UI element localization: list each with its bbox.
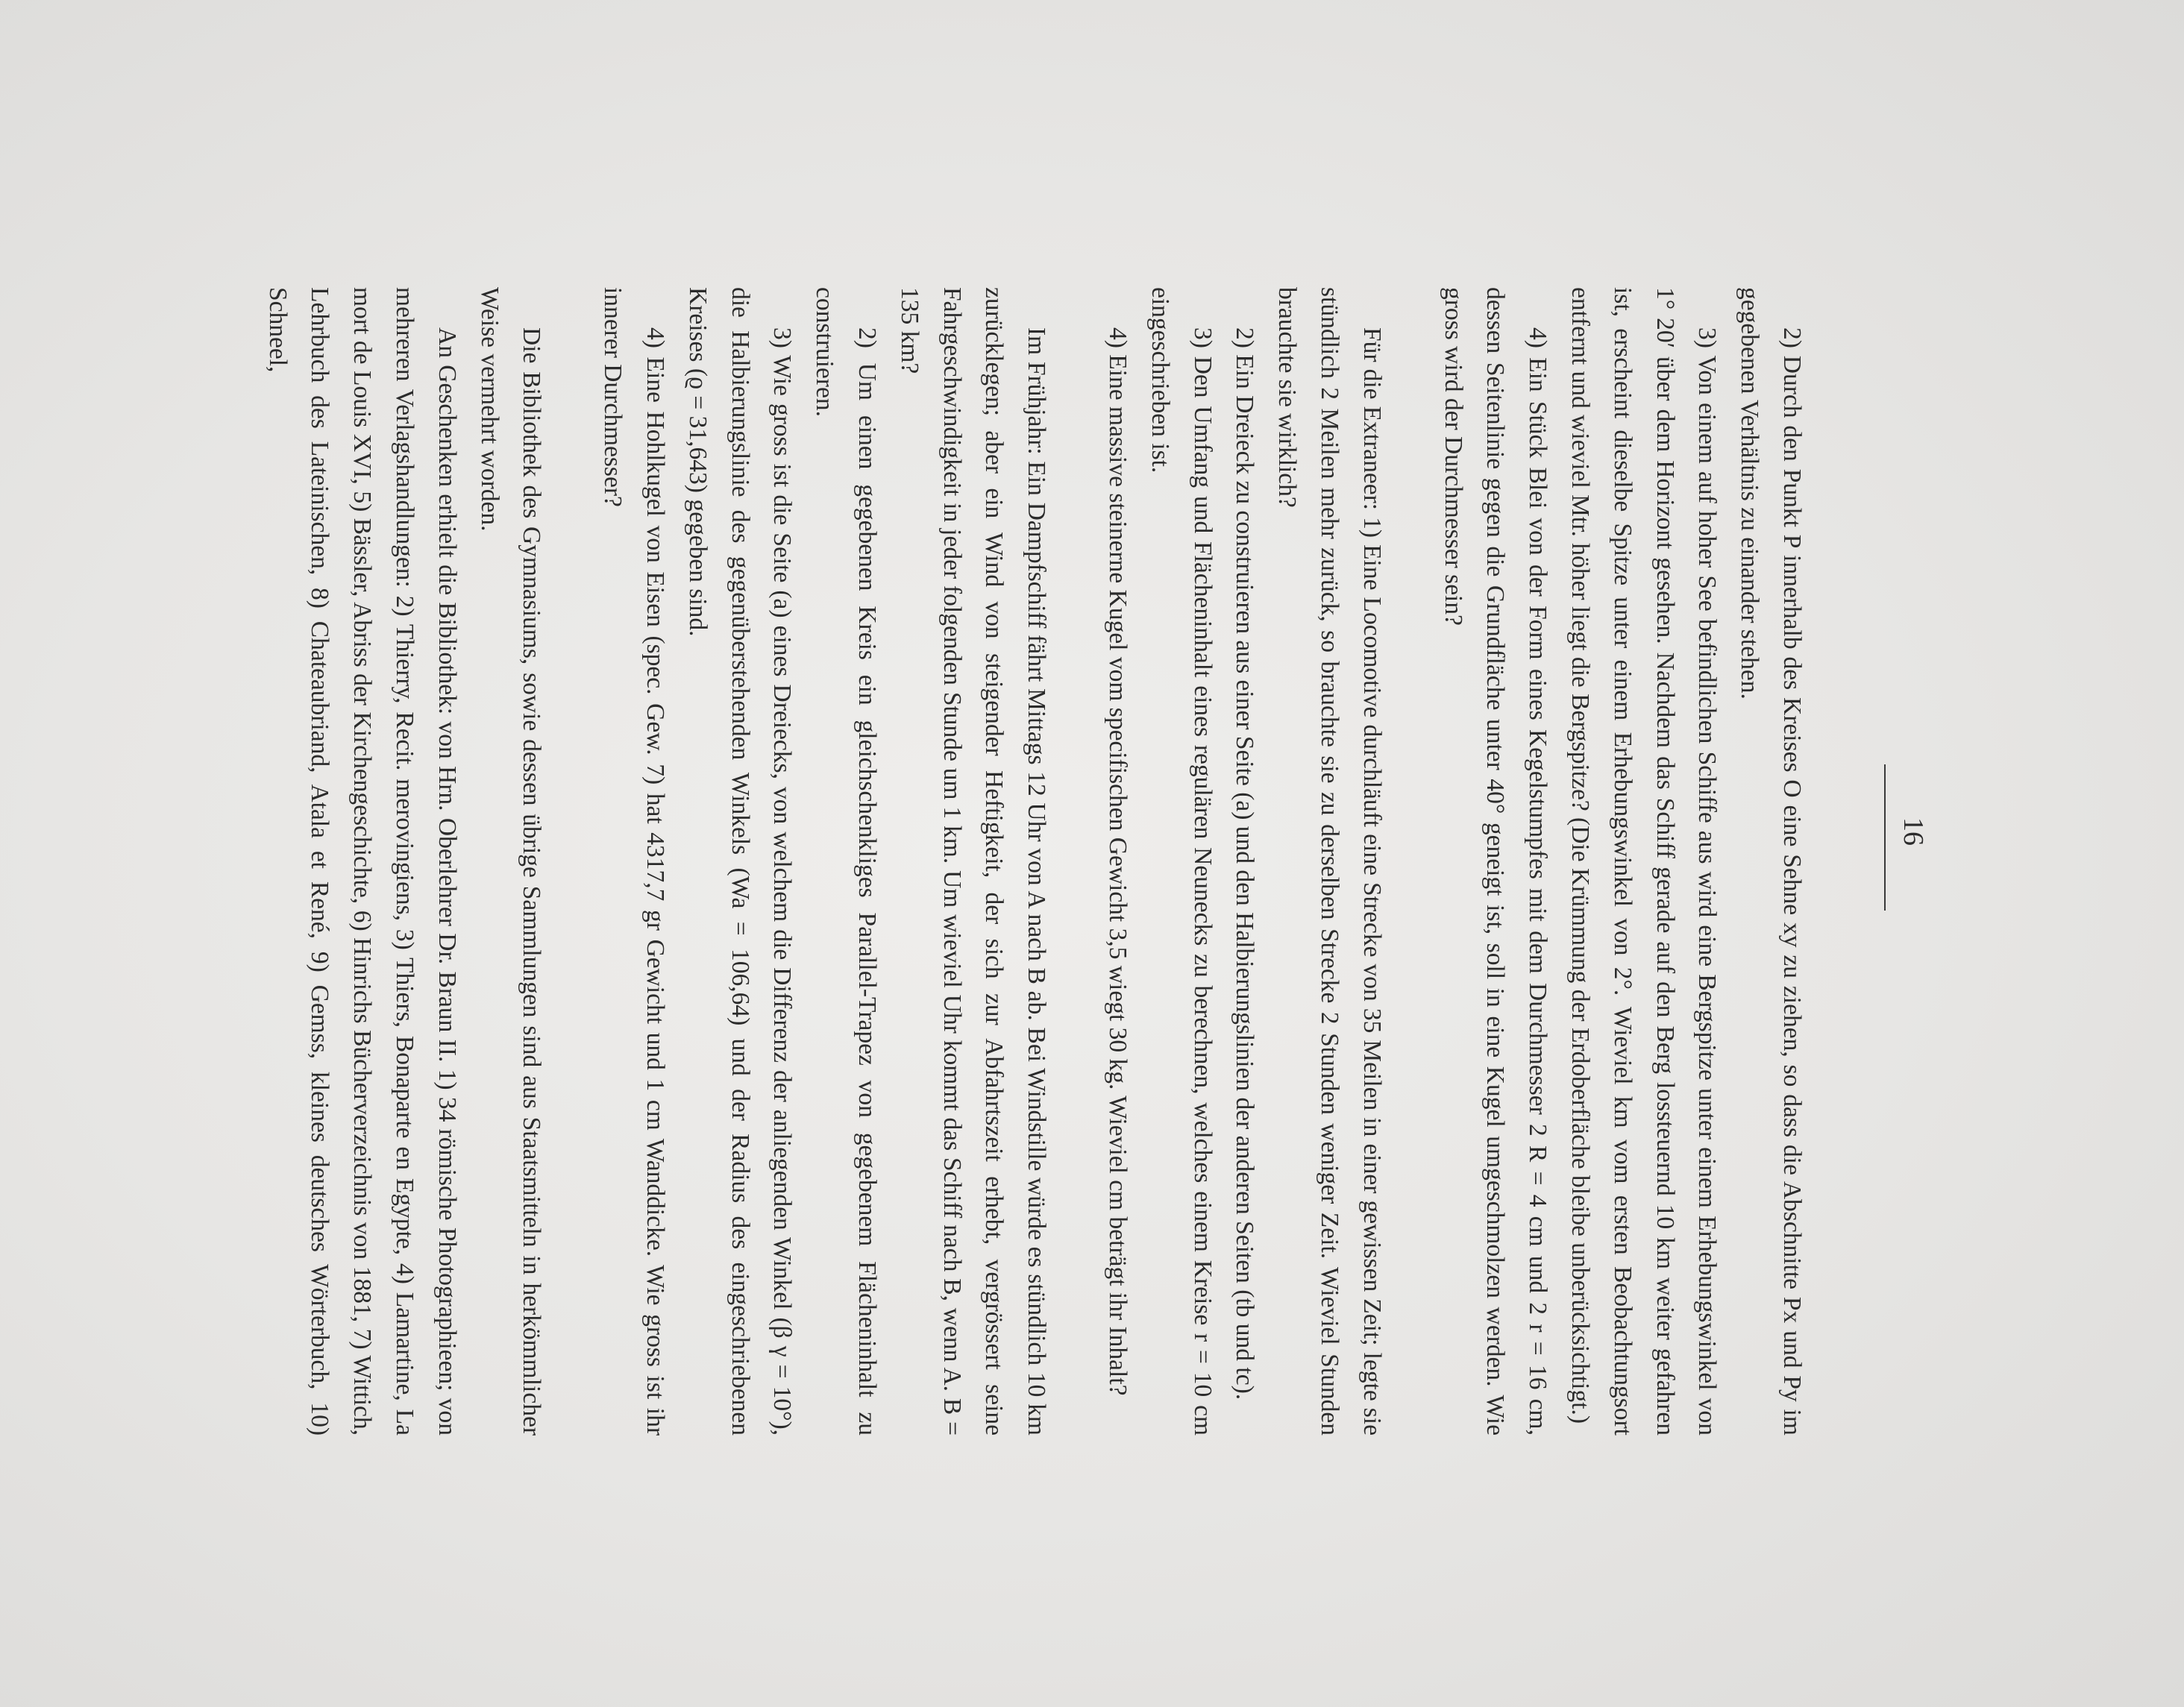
paragraph: 4) Ein Stück Blei von der Form eines Kegelstumpfes mit dem Durchmesser 2 R = 4 cm und 2 r = 16 cm, dessen Seitenlinie gegen die Grundfläche unter 40° geneigt ist, soll in eine Kugel umgeschmolzen werden. Wie gross wird der Durchmesser sein? xyxy=(1439,287,1552,1436)
paragraph: 4) Eine Hohlkugel von Eisen (spec. Gew. 7) hat 4317,7 gr Gewicht und 1 cm Wanddicke. Wie gross ist ihr innerer Durchmesser? xyxy=(599,287,670,1436)
paragraph: 2) Durch den Punkt P innerhalb des Kreises O eine Sehne xy zu ziehen, so dass die Abschnitte Px und Py im gegebenen Verhältnis zu einander stehen. xyxy=(1736,287,1806,1436)
paragraph: 3) Den Umfang und Flächeninhalt eines regulären Neunecks zu berechnen, welches einem Kreise r = 10 cm eingeschrieben ist. xyxy=(1146,287,1217,1436)
paragraph: Für die Extraneer: 1) Eine Locomotive durchläuft eine Strecke von 35 Meilen in einer gewissen Zeit; legte sie stündlich 2 Meilen mehr zurück, so brauchte sie zu derselben Strecke 2 Stunden weniger Zeit. Wieviel Stunden brauchte sie wirklich? xyxy=(1273,287,1386,1436)
paragraph: 3) Wie gross ist die Seite (a) eines Dreiecks, von welchem die Differenz der anliegenden Winkel (β γ = 10°), die Halbierungslinie des gegenüberstehenden Winkels (Wa = 106,64) und der Radius des eingeschriebenen Kreises (ϱ = 31,643) gegeben sind. xyxy=(683,287,797,1436)
paragraph: An Geschenken erhielt die Bibliothek: von Hrn. Oberlehrer Dr. Braun II. 1) 34 römische Photographieen; von mehreren Verlagshandlungen: 2) Thierry, Recit. merovingiens, 3) Thiers, Bonaparte en Egypte, 4) Lamartine, La mort de Louis XVI, 5) Bässler, Abriss der Kirchengeschichte, 6) Hinrichs Bücherverzeichnis von 1881, 7) Wittich, Lehrbuch des Lateinischen, 8) Chateaubriand, Atala et René, 9) Gemss, kleines deutsches Wörterbuch, 10) Schneel, xyxy=(263,287,461,1436)
paragraph: 3) Von einem auf hoher See befindlichen Schiffe aus wird eine Bergspitze unter einem Erhebungswinkel von 1° 20′ über dem Horizont gesehen. Nachdem das Schiff gerade auf den Berg lossteuernd 10 km weiter gefahren ist, erscheint dieselbe Spitze unter einem Erhebungswinkel von 2°. Wieviel km vom ersten Beobachtungsort entfernt und wieviel Mtr. höher liegt die Bergspitze? (Die Krümmung der Erdoberfläche bleibe unberücksichtigt.) xyxy=(1566,287,1722,1436)
paragraph: 2) Um einen gegebenen Kreis ein gleichschenkliges Parallel-Trapez von gegebenem Flächeninhalt zu construieren. xyxy=(811,287,882,1436)
header-rule xyxy=(1884,764,1886,911)
page-body xyxy=(256,287,1813,1436)
page-header xyxy=(1805,287,1947,1436)
paragraph: 4) Eine massive steinerne Kugel vom specifischen Gewicht 3,5 wiegt 30 kg. Wieviel cm beträgt ihr Inhalt? xyxy=(1104,327,1132,1396)
page-number: 16 xyxy=(1898,817,1929,846)
document-page xyxy=(263,287,1947,1436)
paragraph: Die Bibliothek des Gymnasiums, sowie dessen übrige Sammlungen sind aus Staatsmitteln in herkömmlicher Weise vermehrt worden. xyxy=(475,287,546,1436)
paragraph: Im Frühjahr: Ein Dampfschiff fährt Mittags 12 Uhr von A nach B ab. Bei Windstille würde es stündlich 10 km zurücklegen; aber ein Wind von steigender Heftigkeit, der sich zur Abfahrtszeit erhebt, vergrössert seine Fahrgeschwindigkeit in jeder folgenden Stunde um 1 km. Um wieviel Uhr kommt das Schiff nach B, wenn A. B = 135 km? xyxy=(895,287,1051,1436)
paragraph: 2) Ein Dreieck zu construieren aus einer Seite (a) und den Halbierungslinien der anderen Seiten (tb und tc). xyxy=(1231,327,1259,1401)
